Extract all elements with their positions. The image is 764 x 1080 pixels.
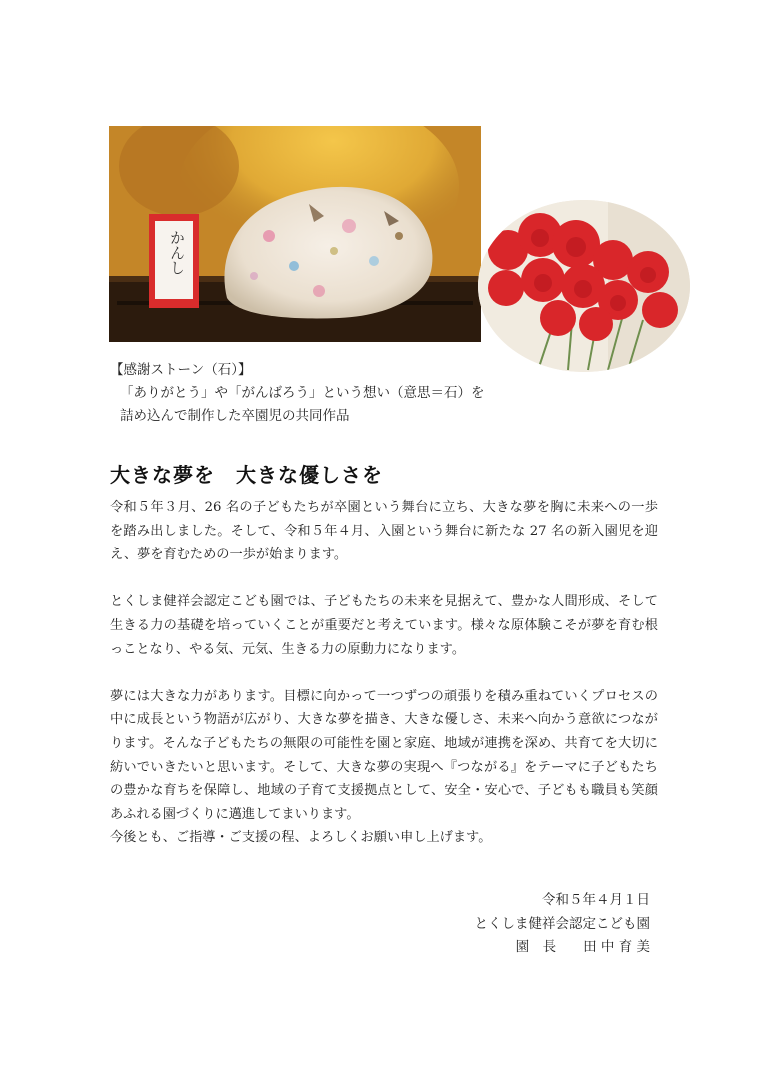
organization-name: とくしま健祥会認定こども園 bbox=[474, 915, 650, 932]
name-card-text: かんし bbox=[168, 230, 186, 275]
paragraph: 夢には大きな力があります。目標に向かって一つずつの頑張りを積み重ねていくプロセスの中に成長という物語が広がり、大きな夢を描き、大きな優しさ、未来へ向かう意欲につながります。そんな子どもたちの無限の可能性を園と家庭、地域が連携を深め、共育てを大切に紡いでいきたいと思います。そして、大きな夢の実現へ『つながる』をテーマに子どもたちの豊かな育ちを保障し、地域の子育て支援拠点として、安全・安心で、子どもも職員も笑顔あふれる園づくりに邁進してまいります。 bbox=[110, 688, 658, 822]
paragraph: 令和５年３月、26 名の子どもたちが卒園という舞台に立ち、大きな夢を胸に未来への一歩を踏み出しました。そして、令和５年４月、入園という舞台に新たな 27 名の新入園児を迎え、夢を育むための一歩が始まります。 bbox=[110, 500, 658, 563]
caption-title: 【感謝ストーン（石）】 bbox=[110, 362, 252, 378]
carnation-photo-illustration bbox=[478, 200, 690, 372]
signature-block bbox=[475, 889, 651, 960]
headline: 大きな夢を 大きな優しさを bbox=[110, 463, 383, 487]
closing-line: 今後とも、ご指導・ご支援の程、よろしくお願い申し上げます。 bbox=[110, 830, 492, 846]
stone-photo bbox=[109, 126, 481, 342]
paragraph: とくしま健祥会認定こども園では、子どもたちの未来を見据えて、豊かな人間形成、そして生きる力の基礎を培っていくことが重要だと考えています。様々な原体験こそが夢を育む根っことなり、やる気、元気、生きる力の原動力になります。 bbox=[110, 594, 658, 657]
message-body bbox=[110, 496, 658, 850]
date: 令和５年４月１日 bbox=[542, 892, 650, 908]
carnation-photo bbox=[478, 200, 690, 372]
principal-name: 園 長 田 中 育 美 bbox=[515, 939, 650, 955]
caption-line: 詰め込んで制作した卒園児の共同作品 bbox=[120, 408, 350, 424]
caption-line: 「ありがとう」や「がんばろう」という想い（意思＝石）を bbox=[120, 385, 485, 401]
photo-caption bbox=[110, 359, 485, 428]
